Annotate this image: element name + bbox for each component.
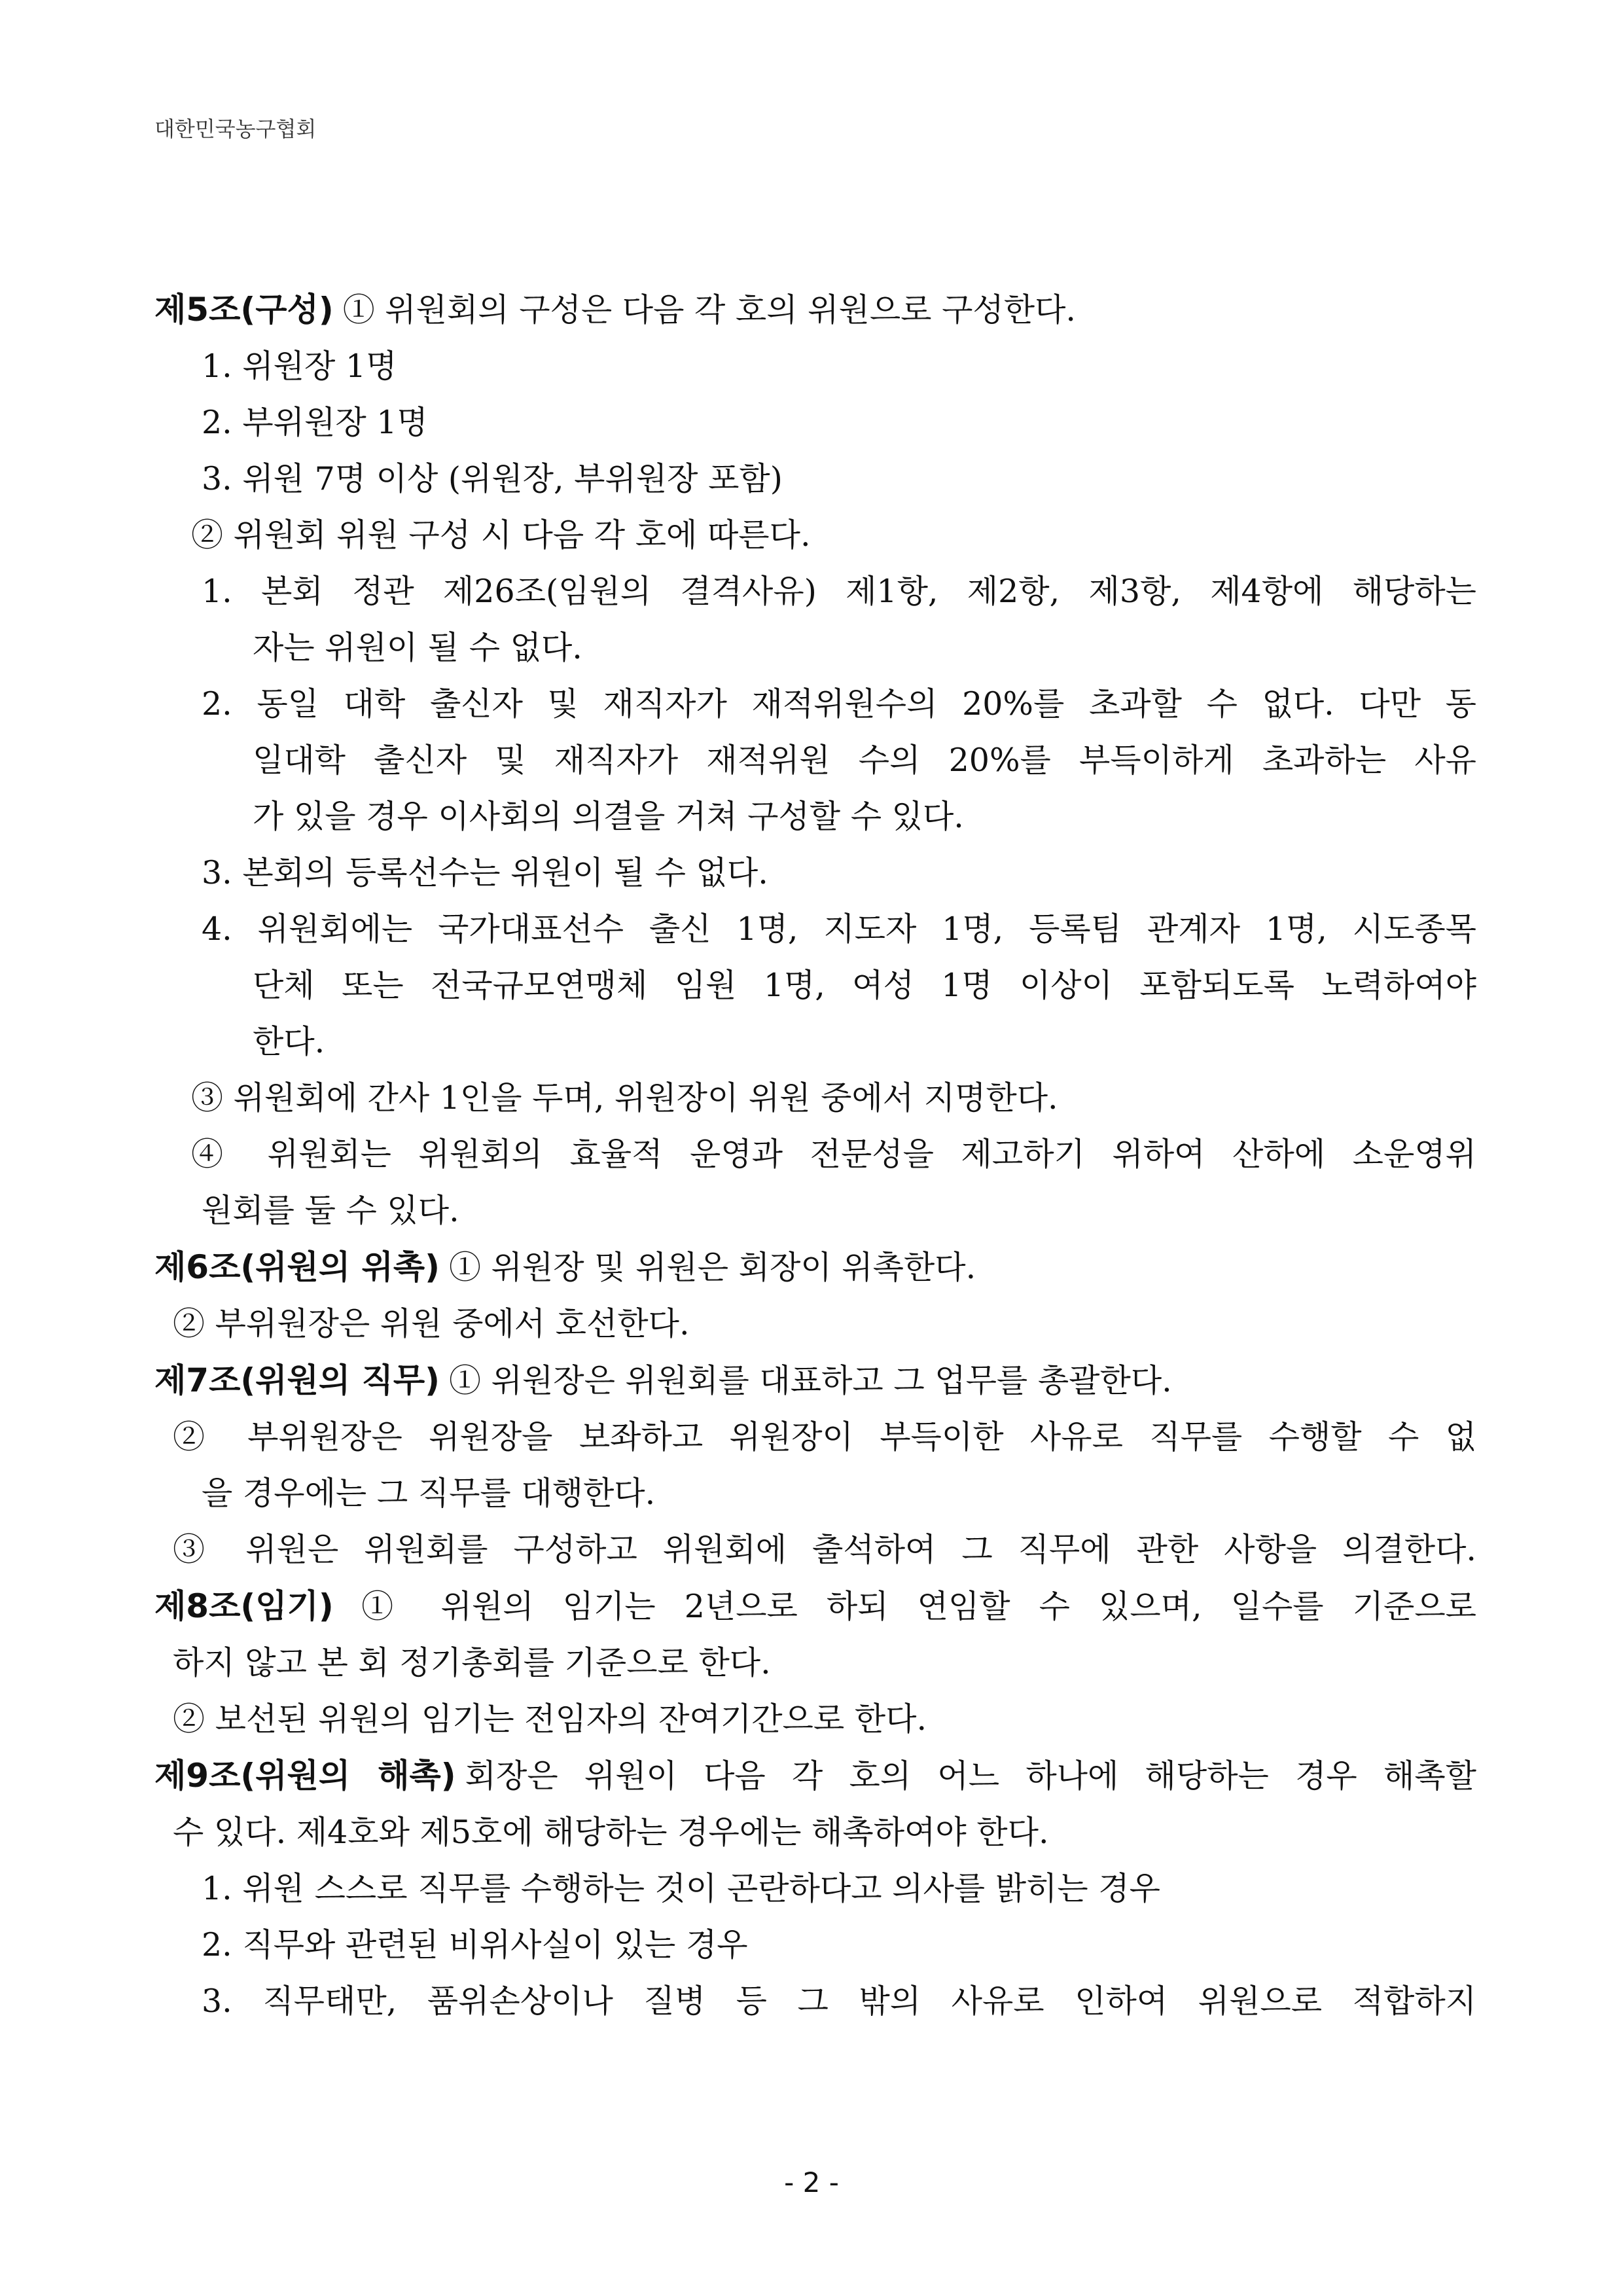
article-9-item: 1. 위원 스스로 직무를 수행하는 것이 곤란하다고 의사를 밝히는 경우	[202, 1870, 1160, 1907]
article-9-text: 회장은 위원이 다음 각 호의 어느 하나에 해당하는 경우 해촉할	[465, 1757, 1476, 1795]
article-5-item-continued: 일대학 출신자 및 재직자가 재적위원 수의 20%를 부득이하게 초과하는 사유	[253, 742, 1476, 779]
article-8-heading	[154, 1578, 1476, 1635]
article-5-clause-4: ④ 위원회는 위원회의 효율적 운영과 전문성을 제고하기 위하여 산하에 소운영위	[191, 1136, 1476, 1173]
article-8-clause-1: ① 위원의 임기는 2년으로 하되 연임할 수 있으며, 일수를 기준으로	[342, 1588, 1476, 1625]
article-5-item-continued: 단체 또는 전국규모연맹체 임원 1명, 여성 1명 이상이 포함되도록 노력하여야	[253, 967, 1476, 1004]
article-7-clause-2: ② 부위원장은 위원장을 보좌하고 위원장이 부득이한 사유로 직무를 수행할 수 없	[173, 1418, 1476, 1456]
article-7-clause-3: ③ 위원은 위원회를 구성하고 위원회에 출석하여 그 직무에 관한 사항을 의결한다.	[173, 1531, 1476, 1568]
article-5-item: 1. 본회 정관 제26조(임원의 결격사유) 제1항, 제2항, 제3항, 제4항에 해당하는	[202, 573, 1476, 610]
article-6-clause-2: ② 부위원장은 위원 중에서 호선한다.	[173, 1305, 690, 1342]
article-5-title: 제5조(구성)	[154, 291, 334, 329]
article-6-clause-1: ① 위원장 및 위원은 회장이 위촉한다.	[449, 1249, 976, 1286]
article-5-item: 2. 동일 대학 출신자 및 재직자가 재적위원수의 20%를 초과할 수 없다. 다만 동	[202, 685, 1476, 723]
article-5-clause-3: ③ 위원회에 간사 1인을 두며, 위원장이 위원 중에서 지명한다.	[191, 1079, 1058, 1117]
article-7-heading	[154, 1352, 1476, 1409]
article-7-clause-continued: 을 경우에는 그 직무를 대행한다.	[202, 1475, 656, 1512]
article-5-clause-2: ② 위원회 위원 구성 시 다음 각 호에 따른다.	[191, 516, 811, 554]
article-5-item: 3. 본회의 등록선수는 위원이 될 수 없다.	[202, 854, 768, 891]
article-5-item-continued: 자는 위원이 될 수 없다.	[253, 629, 582, 666]
article-5-item: 3. 위원 7명 이상 (위원장, 부위원장 포함)	[202, 460, 783, 497]
article-5-item: 4. 위원회에는 국가대표선수 출신 1명, 지도자 1명, 등록팀 관계자 1명, 시도종목	[202, 910, 1476, 948]
article-7-clause-1: ① 위원장은 위원회를 대표하고 그 업무를 총괄한다.	[449, 1362, 1172, 1399]
page-number: - 2 -	[784, 2166, 839, 2198]
article-6-title: 제6조(위원의 위촉)	[154, 1248, 440, 1286]
article-5-item-continued: 한다.	[253, 1023, 325, 1060]
article-8-clause-continued: 하지 않고 본 회 정기총회를 기준으로 한다.	[173, 1644, 771, 1681]
article-5-item: 2. 부위원장 1명	[202, 404, 428, 441]
article-9-heading	[154, 1748, 1476, 1804]
article-5-item: 1. 위원장 1명	[202, 348, 397, 385]
article-9-title: 제9조(위원의 해촉)	[154, 1757, 456, 1795]
document-body	[154, 281, 1476, 2030]
article-6-heading	[154, 1239, 1476, 1296]
article-9-item: 2. 직무와 관련된 비위사실이 있는 경우	[202, 1926, 748, 1964]
article-9-text-continued: 수 있다. 제4호와 제5호에 해당하는 경우에는 해촉하여야 한다.	[173, 1814, 1049, 1851]
article-7-title: 제7조(위원의 직무)	[154, 1361, 440, 1399]
article-5-clause-continued: 원회를 둘 수 있다.	[202, 1192, 459, 1229]
article-8-title: 제8조(임기)	[154, 1587, 334, 1625]
article-5-clause-1: ① 위원회의 구성은 다음 각 호의 위원으로 구성한다.	[342, 291, 1076, 329]
article-8-clause-2: ② 보선된 위원의 임기는 전임자의 잔여기간으로 한다.	[173, 1700, 927, 1738]
organization-header: 대한민국농구협회	[154, 117, 317, 141]
article-5-heading	[154, 281, 1476, 338]
article-9-item: 3. 직무태만, 품위손상이나 질병 등 그 밖의 사유로 인하여 위원으로 적합하지	[202, 1982, 1476, 2020]
article-5-item-continued: 가 있을 경우 이사회의 의결을 거쳐 구성할 수 있다.	[253, 798, 964, 835]
